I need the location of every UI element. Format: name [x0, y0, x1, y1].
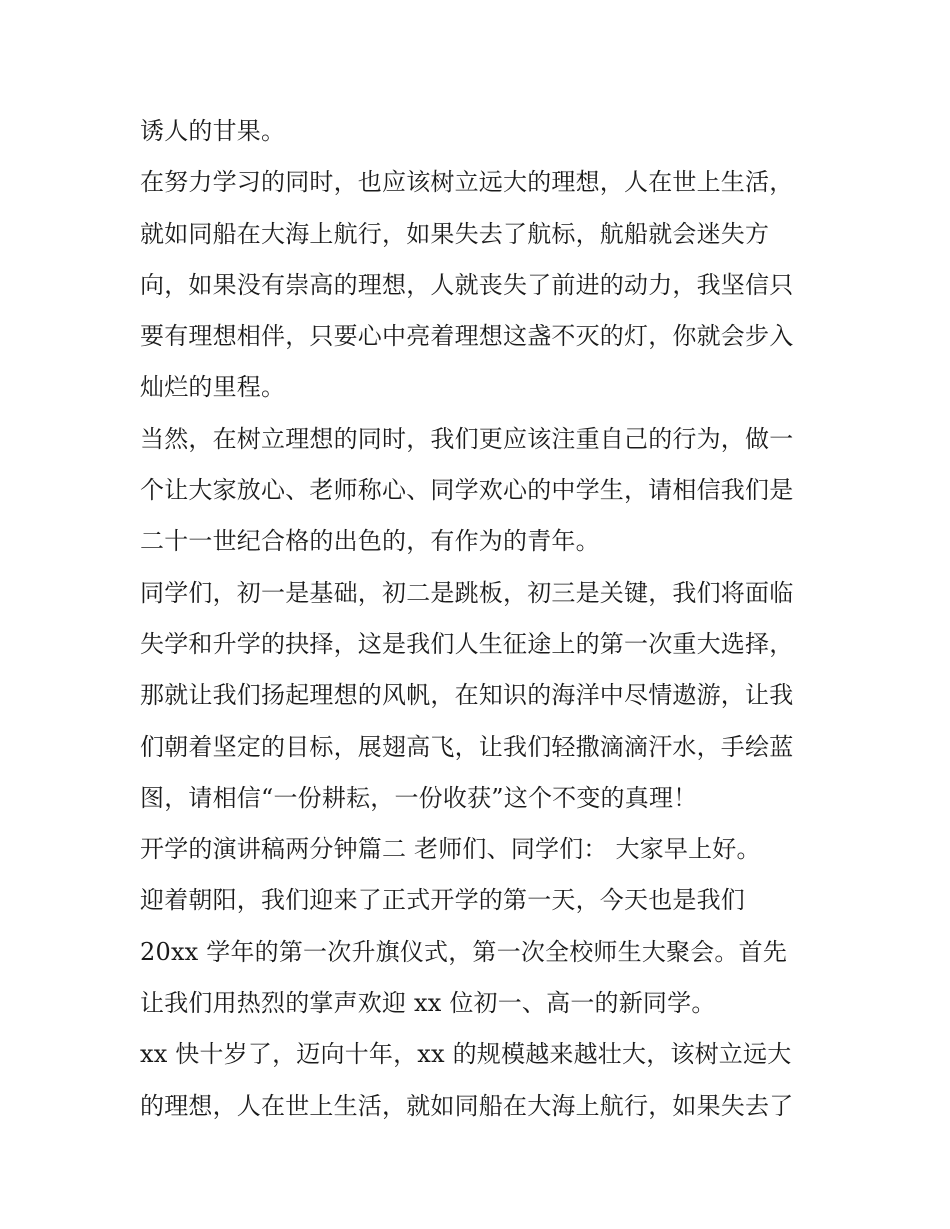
text-line: 们朝着坚定的目标，展翅高飞，让我们轻撒滴滴汗水，手绘蓝 [140, 732, 794, 761]
text-line: 诱人的甘果。 [140, 117, 286, 145]
text-line: 失学和升学的抉择，这是我们人生征途上的第一次重大选择， [140, 629, 794, 658]
text-line: 要有理想相伴，只要心中亮着理想这盏不灭的灯，你就会步入 [140, 322, 794, 351]
text-line: 的理想，人在世上生活，就如同船在大海上航行，如果失去了 [140, 1091, 794, 1120]
text-line: 20xx 学年的第一次升旗仪式，第一次全校师生大聚会。首先 [140, 937, 788, 966]
text-line: 就如同船在大海上航行，如果失去了航标，航船就会迷失方 [140, 219, 770, 248]
text-line: 当然，在树立理想的同时，我们更应该注重自己的行为，做一 [140, 424, 794, 453]
text-line: 个让大家放心、老师称心、同学欢心的中学生，请相信我们是 [140, 476, 794, 505]
text-line: 二十一世纪合格的出色的，有作为的青年。 [140, 527, 600, 556]
text-line: 迎着朝阳，我们迎来了正式开学的第一天，今天也是我们 [140, 886, 745, 915]
text-line: 那就让我们扬起理想的风帆，在知识的海洋中尽情遨游，让我 [140, 681, 794, 710]
text-line: 灿烂的里程。 [140, 373, 286, 402]
document-body [140, 106, 820, 1132]
text-line: 开学的演讲稿两分钟篇二 老师们、同学们： 大家早上好。 [140, 835, 761, 864]
text-line: xx 快十岁了，迈向十年，xx 的规模越来越壮大，该树立远大 [140, 1040, 792, 1069]
text-line: 向，如果没有崇高的理想，人就丧失了前进的动力，我坚信只 [140, 270, 794, 299]
text-line: 同学们，初一是基础，初二是跳板，初三是关键，我们将面临 [140, 578, 794, 607]
text-line: 图，请相信“一份耕耘，一份收获”这个不变的真理！ [140, 783, 698, 812]
text-line: 让我们用热烈的掌声欢迎 xx 位初一、高一的新同学。 [140, 989, 716, 1018]
text-line: 在努力学习的同时，也应该树立远大的理想，人在世上生活， [140, 168, 794, 197]
